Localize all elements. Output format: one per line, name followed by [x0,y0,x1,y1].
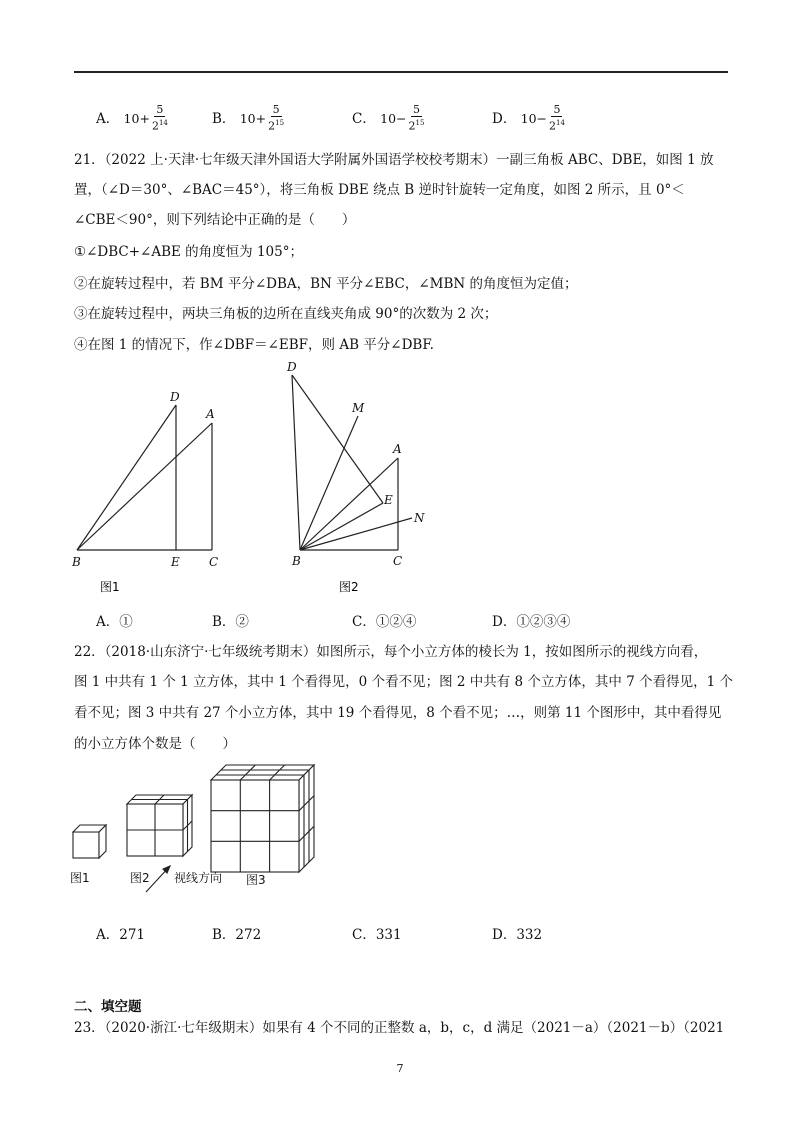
cube-fig2-caption: 图2 [130,871,150,885]
fig1-caption: 图1 [100,580,120,594]
q21-figure-1 [60,385,240,600]
fig2-label-n: N [414,511,425,525]
q21-line-1: 21．（2022 上·天津·七年级天津外国语大学附属外国语学校校考期末）一副三角板 ABC、DBE，如图 1 放 [74,152,714,168]
q21-option-b[interactable]: B．② [212,614,249,630]
q21-figure-2 [280,358,450,600]
fig1-label-c: C [209,555,219,569]
fig1-line-bd [77,405,176,550]
q21-statement-3: ③在旋转过程中，两块三角板的边所在直线夹角成 90°的次数为 2 次； [74,306,498,322]
fig2-label-a: A [393,442,402,456]
option-a[interactable]: A． 10 + $\frac{5}{2^{14}}$ [96,103,168,133]
cube-figure-2 [127,795,192,856]
fig2-label-d: D [287,360,297,374]
option-b[interactable]: B． 10 + $\frac{5}{2^{15}}$ [212,103,285,133]
q22-line-2: 图 1 中共有 1 个 1 立方体，其中 1 个看得见，0 个看不见；图 2 中共有 8 个立方体，其中 7 个看得见，1 个 [74,674,733,690]
fig2-label-m: M [352,401,365,415]
q22-line-3: 看不见；图 3 中共有 27 个小立方体，其中 19 个看得见，8 个看不见；…，则第 11 个图形中，其中看得见 [74,705,722,721]
fig2-line-bm [300,416,358,550]
q22-option-a[interactable]: A．271 [96,927,146,943]
q22-option-b[interactable]: B．272 [212,927,262,943]
fig1-label-d: D [170,390,180,404]
q21-line-3: ∠CBE＜90°，则下列结论中正确的是（ ） [74,212,356,228]
q21-statement-2: ②在旋转过程中，若 BM 平分∠DBA，BN 平分∠EBC，∠MBN 的角度恒为定值； [74,276,578,292]
cube-fig1-caption: 图1 [70,871,90,885]
cube-figure-1 [73,825,106,858]
page-number: 7 [396,1062,404,1075]
fig1-label-b: B [72,555,81,569]
q21-option-a[interactable]: A．① [96,614,133,630]
q21-option-d[interactable]: D．①②③④ [492,614,571,630]
fig2-line-bd [292,375,300,550]
fig2-label-c: C [393,554,403,568]
fig2-caption: 图2 [339,580,359,594]
fig2-label-b: B [292,554,301,568]
q21-line-2: 置，（∠D＝30°、∠BAC＝45°），将三角板 DBE 绕点 B 逆时针旋转一定角度，如图 2 所示，且 0°＜ [74,182,685,198]
fig1-label-e: E [171,555,180,569]
option-d[interactable]: D． 10 − $\frac{5}{2^{14}}$ [492,103,565,133]
q22-option-d[interactable]: D．332 [492,927,543,943]
q22-cube-figures [66,758,316,898]
q21-option-c[interactable]: C．①②④ [352,614,417,630]
fig2-line-be [300,503,383,550]
fig2-line-de [292,375,383,503]
cube-figure-3 [211,765,314,872]
q23-line-1: 23．（2020·浙江·七年级期末）如果有 4 个不同的正整数 a，b，c，d 满足（2021－a）（2021－b）（2021 [74,1020,725,1036]
q22-line-1: 22．（2018·山东济宁·七年级统考期末）如图所示，每个小立方体的棱长为 1，按如图所示的视线方向看， [74,644,708,660]
option-c[interactable]: C． 10 − $\frac{5}{2^{15}}$ [352,103,425,133]
q21-statement-4: ④在图 1 的情况下，作∠DBF＝∠EBF，则 AB 平分∠DBF. [74,337,434,353]
fig1-label-a: A [206,407,215,421]
q22-line-4: 的小立方体个数是（ ） [74,736,236,752]
fig2-label-e: E [384,493,393,507]
fig1-line-ba [77,423,212,550]
cube-fig3-caption: 图3 [246,873,266,887]
section-title-fill-in: 二、填空题 [74,999,142,1015]
q21-statement-1: ①∠DBC+∠ABE 的角度恒为 105°； [74,244,303,260]
q22-option-c[interactable]: C．331 [352,927,402,943]
sight-direction-label: 视线方向 [174,871,223,885]
header-rule [74,71,728,73]
